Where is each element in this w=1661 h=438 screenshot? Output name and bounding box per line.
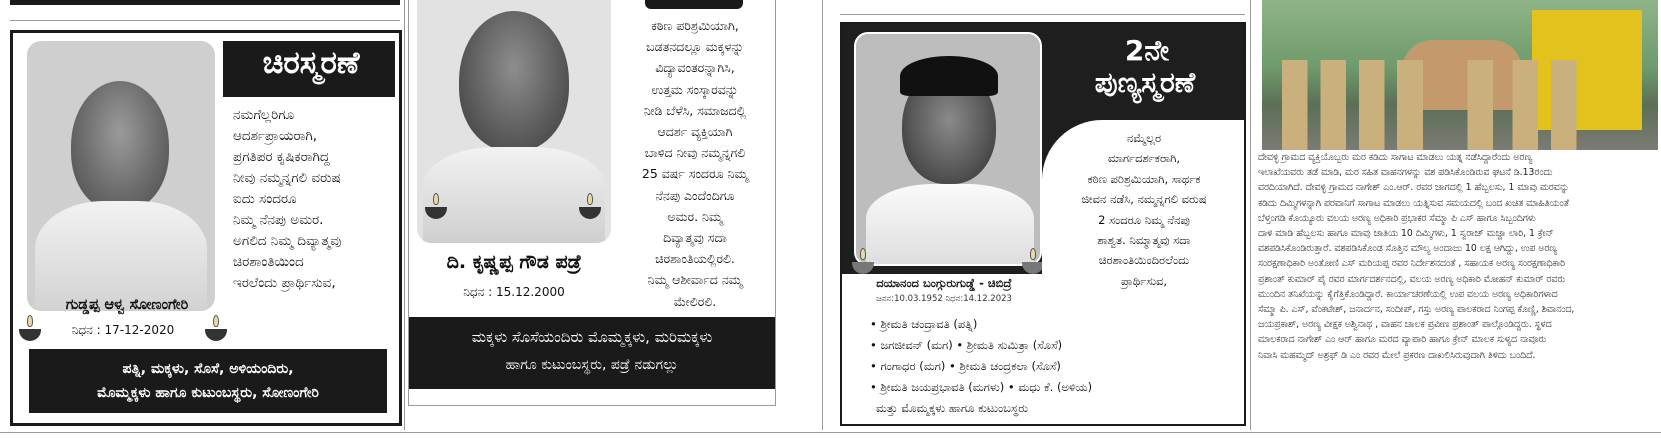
- portrait-shirt: [866, 184, 1034, 266]
- family-line: • ಶ್ರೀಮತಿ ಜಯಪ್ರಭಾವತಿ (ಮಗಳು) • ಮಧು ಕೆ. (ಅಳಿಯ): [870, 380, 1093, 394]
- column-rule: [404, 0, 405, 430]
- tribute-line: ಮೇಲಿರಲಿ.: [673, 293, 717, 309]
- deceased-name: ಗುಡ್ಡಪ್ಪ ಆಳ್ವ ಸೋಣಂಗೇರಿ: [65, 297, 189, 313]
- tribute-text: [1044, 128, 1244, 291]
- death-date: ನಿಧನ : 17-12-2020: [71, 323, 175, 337]
- portrait-face: [459, 11, 569, 151]
- deceased-name: ದಿ. ಕೃಷ್ಣಪ್ಪ ಗೌಡ ಪಡ್ರೆ: [446, 251, 582, 273]
- column-rule: [1250, 0, 1251, 430]
- portrait-photo: [854, 32, 1042, 266]
- tribute-line: ವಿದ್ಯಾವಂತರನ್ನಾಗಿಸಿ,: [655, 60, 735, 76]
- tribute-line: ಶಾಶ್ವತ. ನಿಮ್ಮಾತ್ಮವು ಸದಾ: [1097, 233, 1191, 248]
- article-line: ಬೆಳ್ತಂಗಡಿ ಕೊಯ್ಯೂರು ವಲಯ ಅರಣ್ಯ ಅಧಿಕಾರಿ ಪ್ರಭಾಕರ ಸೆಮ್ಮಾ ಪಿ ಎಸ್ ಹಾಗೂ ಸಿಬ್ಬಂದಿಗಳು: [1258, 212, 1536, 224]
- tribute-line: 2 ಸಂದರೂ ನಿಮ್ಮ ನೆನಪು: [1098, 212, 1190, 227]
- heading: ಚಿರಸ್ಮರಣೆ: [262, 45, 360, 81]
- column-rule: [10, 20, 400, 21]
- column-rule: [0, 432, 1661, 433]
- tribute-line: ಅಮರ. ನಿಮ್ಮ: [667, 208, 723, 224]
- article-line: ನಿವಾಸಿ ಮಹಮ್ಮದ್ ಅಶ್ರಫ್ ಡಿ ಎಂ ರವರ ಮೇಲೆ ಪ್ರಕರಣ ದಾಖಲಿಸಿರುವುದಾಗಿ ತಿಳಿದು ಬಂದಿದೆ.: [1258, 349, 1536, 361]
- tribute-line: ಚಿರಶಾಂತಿಯಿಂದಿರಲೆಂದು: [1098, 253, 1190, 268]
- tribute-line: ಇರಲೆಂದು ಪ್ರಾರ್ಥಿಸುವ,: [233, 275, 336, 291]
- news-article: [1258, 150, 1658, 363]
- oil-lamp-icon: [205, 315, 227, 345]
- family-footer: [409, 317, 775, 389]
- news-photo: [1262, 0, 1658, 150]
- tribute-line: ಉತ್ತಮ ಸಂಸ್ಕಾರವನ್ನು: [651, 81, 739, 97]
- tribute-line: ಬಡತನದಲ್ಲೂ ಮಕ್ಕಳನ್ನು: [646, 39, 744, 55]
- article-line: ಜಯಪ್ರಕಾಶ್, ಅರಣ್ಯ ವೀಕ್ಷಕ ಅಶ್ವಿನಾಥ , ವಾಹನ ಚಾಲಕ ಪ್ರವೀಣ ಪ್ರಶಾಂತ್‌ ಪಾಲ್ಗೊಂಡಿದ್ದರು. ಸ್ಥಳದ: [1258, 319, 1552, 331]
- article-line: ದಾಳಿ ಮಾಡಿ ಹೆಬ್ಬಲಸು ಹಾಗೂ ಮಾವು ಜಾತಿಯ 10 ದಿಮ್ಮಿಗಳು, 1 ಸ್ವರಾಜ್ ಮಜ್ದಾ ಲಾರಿ, 1 ಕ್ರೇನ್: [1258, 228, 1554, 240]
- family-line: • ಗಂಗಾಧರ (ಮಗ) • ಶ್ರೀಮತಿ ಚಂದ್ರಕಲಾ (ಸೊಸೆ): [870, 359, 1061, 373]
- obituary-ad-gudddappa: [10, 30, 402, 426]
- tribute-text: [615, 15, 775, 312]
- tribute-line: ಕಠಿಣ ಪರಿಶ್ರಮಿಯಾಗಿ, ಸಾರ್ಥಕ: [1087, 171, 1201, 186]
- deceased-name: ದಯಾನಂದ ಬಂಗ್ಗುರುಗುಡ್ಡೆ - ಚಿಬಿದ್ರೆ: [876, 276, 1012, 290]
- article-line: ಕಡಿದು ದಿಮ್ಮಿಗಳನ್ನಾಗಿ ಪರವಾನಿಗೆ ಸಾಗಾಟ ಮಾಡಲು ಯತ್ನಿಸುವ ಸಮಯದಲ್ಲಿ ಬಂದ ಖಚಿತ ಮಾಹಿತಿಯಂತೆ: [1258, 197, 1569, 209]
- footer-line: ಹಾಗೂ ಕುಟುಂಬಸ್ಥರು, ಪಡ್ರೆ ನಡುಗಲ್ಲು: [505, 357, 679, 373]
- family-line: ಮತ್ತು ಮೊಮ್ಮಕ್ಕಳು ಹಾಗೂ ಕುಟುಂಬಸ್ಥರು: [876, 401, 1028, 415]
- tribute-line: ಅಗಲಿದ ನಿಮ್ಮ ದಿವ್ಯಾತ್ಮವು: [233, 233, 342, 249]
- footer-line: ಪತ್ನಿ, ಮಕ್ಕಳು, ಸೊಸೆ, ಅಳಿಯಂದಿರು,: [122, 361, 294, 377]
- tribute-line: ಚಿರಶಾಂತಿಯಿಂದ: [233, 254, 304, 270]
- death-date: ನಿಧನ : 15.12.2000: [463, 285, 565, 299]
- article-line: ಸಂರಕ್ಷಣಾಧಿಕಾರಿ ಅಂತೋಣಿ ಎಸ್ ಮರಿಯಪ್ಪ ರವರ ನಿರ್ದೇಶನದಂತೆ , ಸಹಾಯಕ ಅರಣ್ಯ ಸಂರಕ್ಷಣಾಧಿಕಾರಿ: [1258, 258, 1565, 270]
- tribute-line: ಆದರ್ಶ ವ್ಯಕ್ತಿಯಾಗಿ: [657, 124, 733, 140]
- heading-line-1: 2ನೇ: [1124, 34, 1170, 67]
- family-footer: [29, 349, 387, 413]
- article-line: ಮಾಲಕರಾದ ನಾಗೇಶ್ ಎಂ ಆರ್ ಹಾಗೂ ಮರದ ವ್ಯಾಪಾರಿ ಹಾಗೂ ಕ್ರೇನ್ ಮಾಲಕ ಸುಳ್ಯದ ನಾವೂರು: [1258, 334, 1547, 346]
- article-line: ವಶಪಡಿಸಿಕೊಂಡಿರುತ್ತಾರೆ. ವಶಪಡಿಸಿಕೊಂಡ ಸೊತ್ತಿನ ಮೌಲ್ಯ ಅಂದಾಜು 10 ಲಕ್ಷ ಆಗಿದ್ದು, ಉಪ ಅರಣ್ಯ: [1258, 243, 1558, 255]
- birth-death-dates: ಜನನ:10.03.1952 ನಿಧನ:14.12.2023: [876, 294, 1012, 304]
- obituary-ad-dayananda: [840, 22, 1246, 426]
- tribute-line: ಚಿರಶಾಂತಿಯಲ್ಲಿರಲಿ.: [655, 251, 735, 267]
- family-line: • ಶ್ರೀಮತಿ ಚಂದ್ರಾವತಿ (ಪತ್ನಿ): [870, 317, 978, 331]
- tribute-line: ನಮಗೆಲ್ಲರಿಗೂ: [233, 107, 295, 123]
- tribute-line: 25 ವರ್ಷ ಸಂದರೂ ನಿಮ್ಮ: [641, 166, 749, 182]
- article-line: ಸೆಮ್ಮಾ ಪಿ. ಎಸ್, ವೆಂಕಟೇಶ್, ಜನಾರ್ದನ, ಸಂದೀಪ್, ಗಸ್ತು ಅರಣ್ಯ ಪಾಲಕರಾದ ನಿಂಗಪ್ಪ ಕೊಣ್ಣಿ, ಶಿವಾನಂದ,: [1258, 304, 1575, 316]
- portrait-shirt: [35, 201, 207, 311]
- oil-lamp-icon: [425, 193, 447, 223]
- heading-line-2: ಪುಣ್ಯಸ್ಮರಣೆ: [1094, 66, 1196, 99]
- column-rule: [822, 0, 823, 430]
- article-line: ಪ್ರಶಾಂತ್ ಕುಮಾರ್ ಪೈ ರವರ ಮಾರ್ಗದರ್ಶನದಲ್ಲಿ, ವಲಯ ಅರಣ್ಯ ಅಧಿಕಾರಿ ಮೋಹನ್ ಕುಮಾರ್ ರವರು: [1258, 273, 1566, 285]
- article-line: ದೇವಳ್ಳಿ ಗ್ರಾಮದ ವ್ಯಕ್ತಿಯೊಬ್ಬರು ಮರ ಕಡಿದು ಸಾಗಾಟ ಮಾಡಲು ಯತ್ನ ನಡೆಸಿದ್ದಾರೆಂದು ಅರಣ್ಯ: [1258, 152, 1533, 163]
- tribute-line: ಪ್ರಗತಿಪರ ಕೃಷಿಕರಾಗಿದ್ದ: [233, 149, 330, 165]
- heading-banner: [645, 0, 743, 9]
- portrait-shirt: [423, 147, 605, 243]
- tribute-line: ದಿವ್ಯಾತ್ಮವು ಸದಾ: [663, 230, 727, 246]
- hair: [900, 56, 998, 96]
- tribute-line: ಮಾರ್ಗದರ್ಶಕರಾಗಿ,: [1107, 151, 1181, 166]
- tribute-line: ನಿಮ್ಮ ಆಶೀರ್ವಾದ ನಮ್ಮ: [647, 272, 743, 288]
- officers-group: [1282, 60, 1602, 150]
- tribute-line: ನಮ್ಮೆಲ್ಲರ: [1126, 131, 1162, 145]
- article-line: ಮುಂದಿನ ತನಿಖೆಯನ್ನು ಕೈಗೆತ್ತಿಕೊಂಡಿದ್ದಾರೆ. ಕಾರ್ಯಾಚರಣೆಯಲ್ಲಿ ಉಪ ವಲಯ ಅರಣ್ಯ ಅಧಿಕಾರಿಗಳಾದ: [1258, 288, 1558, 300]
- tribute-line: ಪ್ರಾರ್ಥಿಸುವ,: [1120, 273, 1168, 288]
- tribute-line: ಆದರ್ಶಪ್ರಾಯರಾಗಿ,: [233, 128, 318, 144]
- footer-line: ಮೊಮ್ಮಕ್ಕಳು ಹಾಗೂ ಕುಟುಂಬಸ್ಥರು, ಸೋಣಂಗೇರಿ: [97, 385, 319, 401]
- tribute-line: ಜೀವನ ನಡೆಸಿ, ನಮ್ಮನ್ನಗಲಿ ವರುಷ: [1081, 192, 1207, 207]
- tribute-line: ನಿಮ್ಮ ನೆನಪು ಅಮರ.: [233, 212, 324, 228]
- tribute-line: ಕಠಿಣ ಪರಿಶ್ರಮಿಯಾಗಿ,: [651, 18, 739, 33]
- tribute-line: ನೀವು ನಮ್ಮನ್ನಗಲಿ ವರುಷ: [233, 170, 341, 186]
- tribute-line: ನೆನಪು ಎಂದೆಂದಿಗೂ: [655, 187, 735, 203]
- oil-lamp-icon: [579, 193, 601, 223]
- tribute-line: ನೀಡಿ ಬೆಳೆಸಿ, ಸಮಾಜದಲ್ಲಿ: [643, 102, 747, 118]
- oil-lamp-icon: [19, 315, 41, 345]
- portrait-photo: [27, 41, 215, 311]
- portrait-face: [71, 81, 169, 211]
- article-line: ಇಲಾಖೆಯವರು ತಡೆ ಮಾಡಿ, ಮರ ಸಹಿತ ವಾಹನಗಳನ್ನು ವಶ ಪಡಿಸಿಕೊಂಡಿರುವ ಘಟನೆ ಡಿ.13ರಂದು: [1258, 167, 1553, 179]
- article-line: ವರದಿಯಾಗಿದೆ. ದೇವಳ್ಳಿ ಗ್ರಾಮದ ನಾಗೇಶ್ ಎಂ.ಆರ್. ರವರ ಜಾಗದಲ್ಲಿ 1 ಹೆಬ್ಬಲಸು, 1 ಮಾವು ಮರವನ್ನು: [1258, 182, 1570, 194]
- prev-ad-border: [10, 0, 400, 5]
- obituary-ad-krishnappa: [408, 0, 776, 406]
- family-list: [870, 314, 1092, 419]
- footer-line: ಮಕ್ಕಳು ಸೊಸೆಯಂದಿರು ಮೊಮ್ಮಕ್ಕಳು, ಮರಿಮಕ್ಕಳು: [471, 328, 713, 346]
- tribute-line: ಐದು ಸಂದರೂ: [233, 191, 297, 207]
- family-line: • ಜಗಜೀವನ್ (ಮಗ) • ಶ್ರೀಮತಿ ಸುಮಿತ್ರಾ (ಸೊಸೆ): [870, 338, 1063, 352]
- tribute-text: [233, 105, 341, 294]
- column-rule: [840, 14, 1245, 15]
- tribute-line: ಬಾಳಿದ ನೀವು ನಮ್ಮನ್ನಗಲಿ: [644, 145, 746, 161]
